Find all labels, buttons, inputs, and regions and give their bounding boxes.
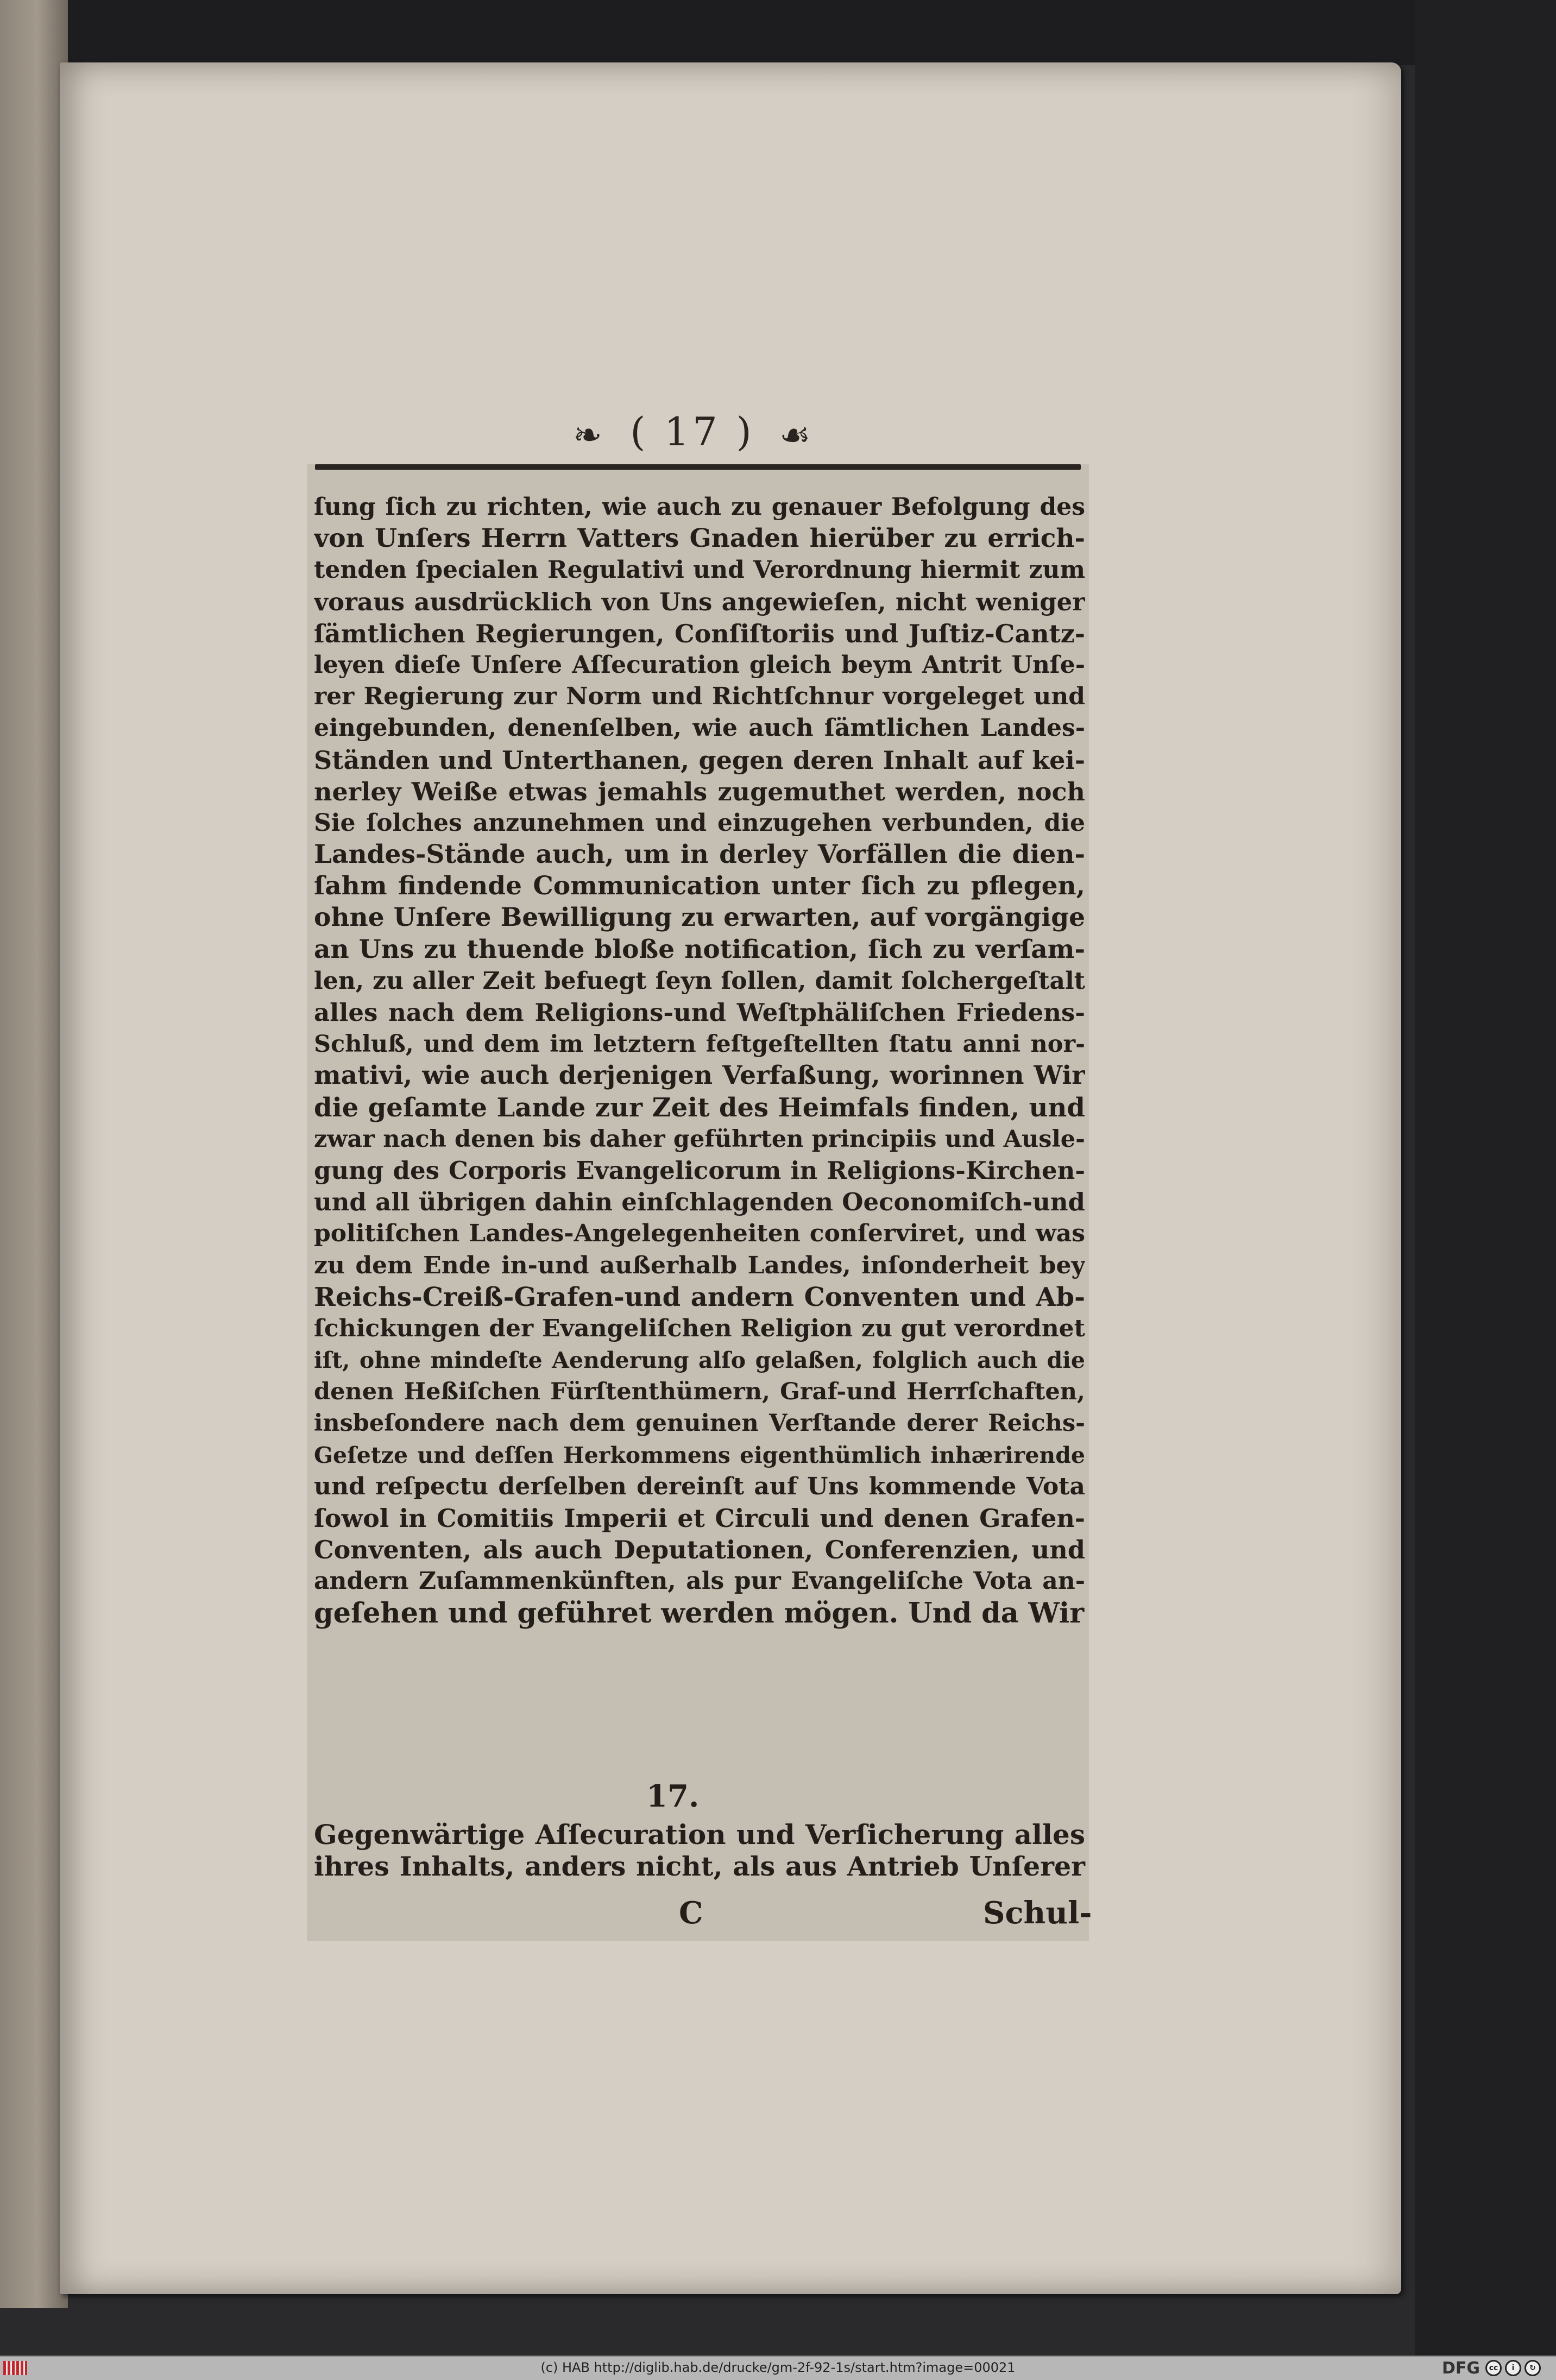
cc-by-icon[interactable]: i [1505, 2360, 1521, 2376]
text-line: eingebunden, denenſelben, wie auch ſämtlichen Landes- [314, 714, 1085, 742]
text-line: Sie ſolches anzunehmen und einzugehen verbunden, die [314, 809, 1085, 837]
text-line: geſehen und geführet werden mögen. Und da Wir [314, 1597, 1085, 1629]
catchword: Schul- [983, 1895, 1092, 1931]
text-line: Reichs-Creiß-Grafen-und andern Conventen und Ab- [314, 1281, 1085, 1312]
text-line: mativi, wie auch derjenigen Verfaßung, worinnen Wir [314, 1060, 1085, 1091]
text-line: und all übrigen dahin einſchlagenden Oeconomiſch-und [314, 1188, 1085, 1217]
text-line: denen Heßiſchen Fürſtenthümern, Graf-und Herrſchaften, [314, 1378, 1085, 1406]
header-rule [315, 464, 1081, 470]
text-line: leyen dieſe Unſere Aſſecuration gleich beym Antrit Unſe- [314, 651, 1085, 679]
viewer-footer [0, 2356, 1556, 2380]
text-line: nerley Weiße etwas jemahls zugemuthet werden, noch [314, 777, 1085, 806]
text-line: zu dem Ende in-und außerhalb Landes, inſonderheit bey [314, 1251, 1085, 1279]
text-line: Conventen, als auch Deputationen, Conferenzien, und [314, 1535, 1085, 1565]
text-line: voraus ausdrücklich von Uns angewieſen, nicht weniger [314, 587, 1085, 616]
page-number: ( 17 ) [630, 409, 755, 454]
section-line: ihres Inhalts, anders nicht, als aus Antrieb Unſerer [314, 1851, 1085, 1882]
section-number: 17. [646, 1778, 700, 1814]
text-line: ſämtlichen Regierungen, Conſiſtoriis und Juſtiz-Cantz- [314, 618, 1085, 648]
background-right [1415, 0, 1556, 2357]
text-line: die geſamte Lande zur Zeit des Heimfals finden, und [314, 1092, 1085, 1123]
text-line: ſahm findende Communication unter ſich zu pflegen, [314, 871, 1085, 901]
section-line: Gegenwärtige Aſſecuration und Verſicherung alles [314, 1819, 1085, 1851]
text-line: ohne Unſere Bewilligung zu erwarten, auf vorgängige [314, 902, 1085, 933]
text-line: tenden ſpecialen Regulativi und Verordnung hiermit zum [314, 556, 1085, 584]
text-line: an Uns zu thuende bloße notification, ſich zu verſam- [314, 934, 1085, 964]
text-line: zwar nach denen bis daher geführten principiis und Ausle- [314, 1125, 1085, 1153]
section-text [314, 1819, 1085, 1882]
text-line: politiſchen Landes-Angelegenheiten conſerviret, und was [314, 1220, 1085, 1248]
dfg-logo: DFG [1441, 2359, 1480, 2378]
previous-page-edge [0, 0, 68, 2308]
text-line: gung des Corporis Evangelicorum in Religions-Kirchen- [314, 1156, 1085, 1185]
text-line: len, zu aller Zeit befuegt ſeyn ſollen, damit ſolchergeſtalt [314, 967, 1085, 995]
text-line: Ständen und Unterthanen, gegen deren Inhalt auf kei- [314, 745, 1085, 775]
footer-copyright-link[interactable]: (c) HAB http://diglib.hab.de/drucke/gm-2f-92-1s/start.htm?image=00021 [540, 2360, 1016, 2375]
text-line: andern Zuſammenkünften, als pur Evangeliſche Vota an- [314, 1567, 1085, 1595]
background-top [0, 0, 1556, 65]
text-line: Geſetze und deſſen Herkommens eigenthümlich inhærirende [314, 1442, 1085, 1468]
cc-sa-icon[interactable]: ↻ [1524, 2360, 1541, 2376]
text-line: insbeſondere nach dem genuinen Verſtande derer Reichs- [314, 1410, 1085, 1437]
text-line: alles nach dem Religions-und Weſtphäliſchen Friedens- [314, 998, 1085, 1027]
ornament-left-icon: ❧ [573, 415, 602, 456]
signature-mark: C [679, 1895, 703, 1931]
text-line: und reſpectu derſelben dereinſt auf Uns kommende Vota [314, 1472, 1085, 1500]
text-line: rer Regierung zur Norm und Richtſchnur vorgeleget und [314, 683, 1085, 711]
text-line: von Unſers Herrn Vatters Gnaden hierüber zu errich- [314, 523, 1085, 554]
text-line: ſung ſich zu richten, wie auch zu genauer Befolgung des [314, 493, 1085, 521]
text-line: ſchickungen der Evangeliſchen Religion zu gut verordnet [314, 1314, 1085, 1342]
text-line: Schluß, und dem im letztern feſtgeſtellten ſtatu anni nor- [314, 1031, 1085, 1058]
page-header [307, 405, 1078, 459]
text-line: ſowol in Comitiis Imperii et Circuli und denen Grafen- [314, 1504, 1085, 1533]
cc-license-icon[interactable]: cc [1485, 2360, 1502, 2376]
ornament-right-icon: ☙ [779, 415, 811, 456]
body-text [314, 491, 1085, 1629]
text-line: Landes-Stände auch, um in derley Vorfällen die dien- [314, 839, 1085, 870]
document-page [60, 62, 1401, 2294]
text-line: iſt, ohne mindeſte Aenderung alſo gelaßen, folglich auch die [314, 1347, 1085, 1374]
